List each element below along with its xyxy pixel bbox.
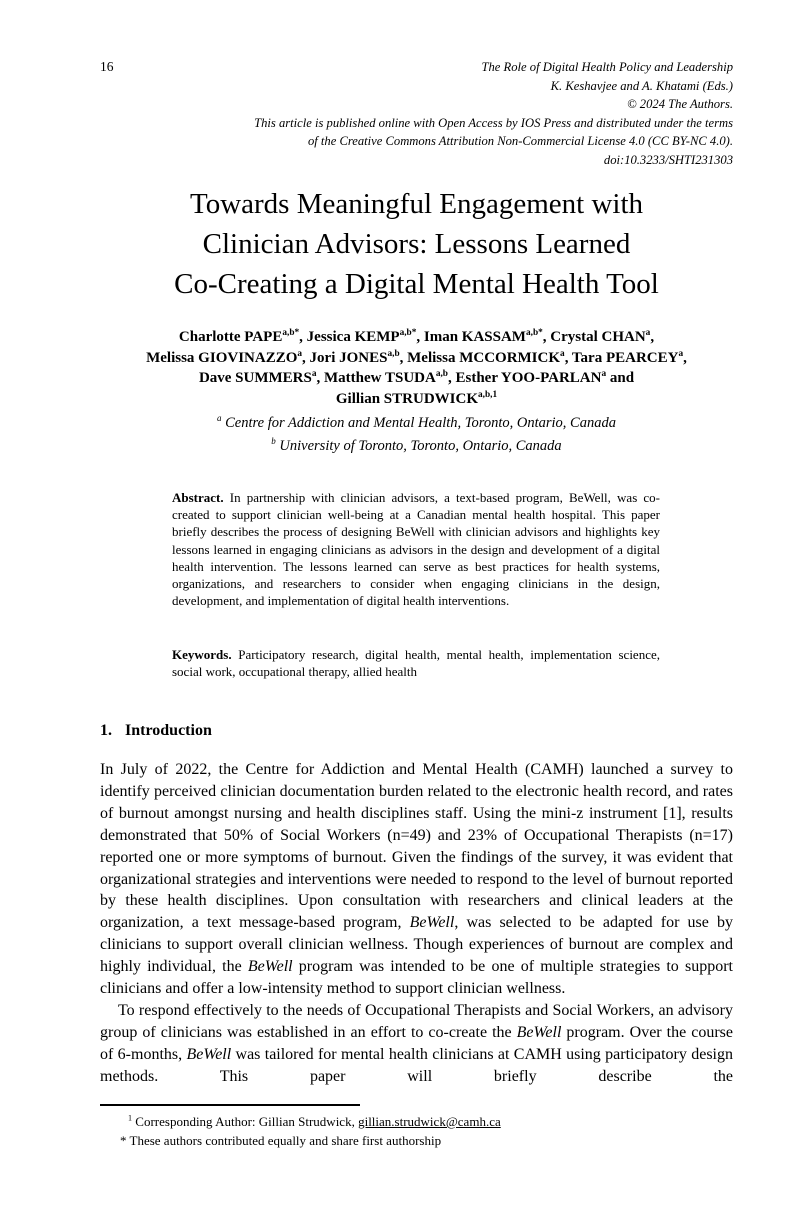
affiliation-line: $^b$ University of Toronto, Toronto, Ontario, Canada bbox=[271, 435, 562, 454]
abstract-label: Abstract. bbox=[172, 490, 224, 505]
keywords-label: Keywords. bbox=[172, 647, 232, 662]
page-number: 16 bbox=[100, 59, 114, 74]
header-citation-line: The Role of Digital Health Policy and Leadership bbox=[481, 60, 733, 74]
affiliations bbox=[100, 412, 733, 457]
footnote-lines bbox=[100, 1112, 733, 1150]
author-line: Gillian STRUDWICK$^{a,b,1}$ bbox=[335, 389, 498, 407]
author-list bbox=[100, 327, 733, 409]
header-citation bbox=[114, 58, 734, 170]
abstract bbox=[172, 489, 660, 609]
paper-title-line: Co-Creating a Digital Mental Health Tool bbox=[174, 268, 659, 300]
paragraph-2: To respond effectively to the needs of Occupational Therapists and Social Workers, an advisory group of clinicians was established in an effort to co-create the BeWell program. Over the course of 6-months, BeWell was tailored for mental health clinicians at CAMH using participatory design methods. This paper will briefly describe the bbox=[100, 1001, 733, 1085]
header-citation-line: © 2024 The Authors. bbox=[627, 97, 733, 112]
footnote-separator-rule bbox=[100, 1104, 360, 1106]
section-heading-introduction bbox=[100, 722, 733, 740]
section-number: 1. bbox=[100, 722, 112, 739]
keywords bbox=[172, 646, 660, 680]
section-title: Introduction bbox=[125, 722, 212, 739]
keywords-text: Participatory research, digital health, mental health, implementation science, social work, occupational therapy, allied health bbox=[172, 647, 660, 680]
header-citation-line: doi:10.3233/SHTI231303 bbox=[603, 152, 733, 167]
author-line: Dave SUMMERS$^a$, Matthew TSUDA$^{a,b}$, Esther YOO-PARLAN$^a$ and bbox=[198, 369, 635, 386]
paragraph-1: In July of 2022, the Centre for Addiction and Mental Health (CAMH) launched a survey to identify perceived clinician documentation burden related to the electronic health record, and rates of burnout amongst nursing and health disciplines staff. Using the mini-z instrument [1], results demonstrated that 50% of Social Workers (n=49) and 23% of Occupational Therapists (n=17) reported one or more symptoms of burnout. Given the findings of the survey, it was evident that organizational strategies and interventions were needed to respond to the level of burnout reported by these health disciplines. Upon consultation with researchers and clinical leaders at the organization, a text message-based program, BeWell, was selected to be adapted for use by clinicians to support overall clinician wellness. Though experiences of burnout are complex and highly individual, the BeWell program was intended to be one of multiple strategies to support clinicians and offer a low-intensity method to support clinician wellness. bbox=[100, 761, 734, 998]
body-text bbox=[100, 759, 733, 1088]
header-citation-line: This article is published online with Open Access by IOS Press and distributed under the terms bbox=[254, 115, 733, 130]
abstract-text: In partnership with clinician advisors, a text-based program, BeWell, was co-created to support clinician well-being at a Canadian mental health hospital. This paper briefly describes the process of designing BeWell with clinician advisors and highlights key lessons learned in engaging clinicians as advisors in the design and development of a digital health intervention. The lessons learned can serve as best practices for health systems, organizations, and researchers to consider when engaging clinicians in the design, development, and implementation of digital health interventions. bbox=[172, 490, 660, 609]
author-line: Melissa GIOVINAZZO$^a$, Jori JONES$^{a,b}$, Melissa MCCORMICK$^a$, Tara PEARCEY$^a$, bbox=[146, 348, 687, 366]
paper-title-line: Clinician Advisors: Lessons Learned bbox=[202, 228, 631, 260]
paper-title bbox=[90, 184, 743, 304]
footnote-line: * These authors contributed equally and share first authorship bbox=[120, 1133, 442, 1148]
page-header bbox=[100, 58, 733, 170]
author-line: Charlotte $PAPE^{a,b*}$, Jessica $KEMP^{a,b*}$, Iman $KASSAM^{a,b*}$, Crystal CHAN$^a$, bbox=[178, 328, 655, 345]
email-link[interactable]: gillian.strudwick@camh.ca bbox=[358, 1114, 501, 1129]
header-citation-line: of the Creative Commons Attribution Non-Commercial License 4.0 (CC BY-NC 4.0). bbox=[307, 134, 733, 149]
footnotes bbox=[100, 1104, 733, 1150]
footnote-line: $^1$ Corresponding Author: Gillian Strudwick, gillian.strudwick@camh.ca bbox=[128, 1113, 501, 1129]
header-citation-line: K. Keshavjee and A. Khatami (Eds.) bbox=[550, 78, 733, 93]
affiliation-line: $^a$ Centre for Addiction and Mental Health, Toronto, Ontario, Canada bbox=[217, 413, 616, 431]
paper-title-line: Towards Meaningful Engagement with bbox=[190, 188, 643, 220]
